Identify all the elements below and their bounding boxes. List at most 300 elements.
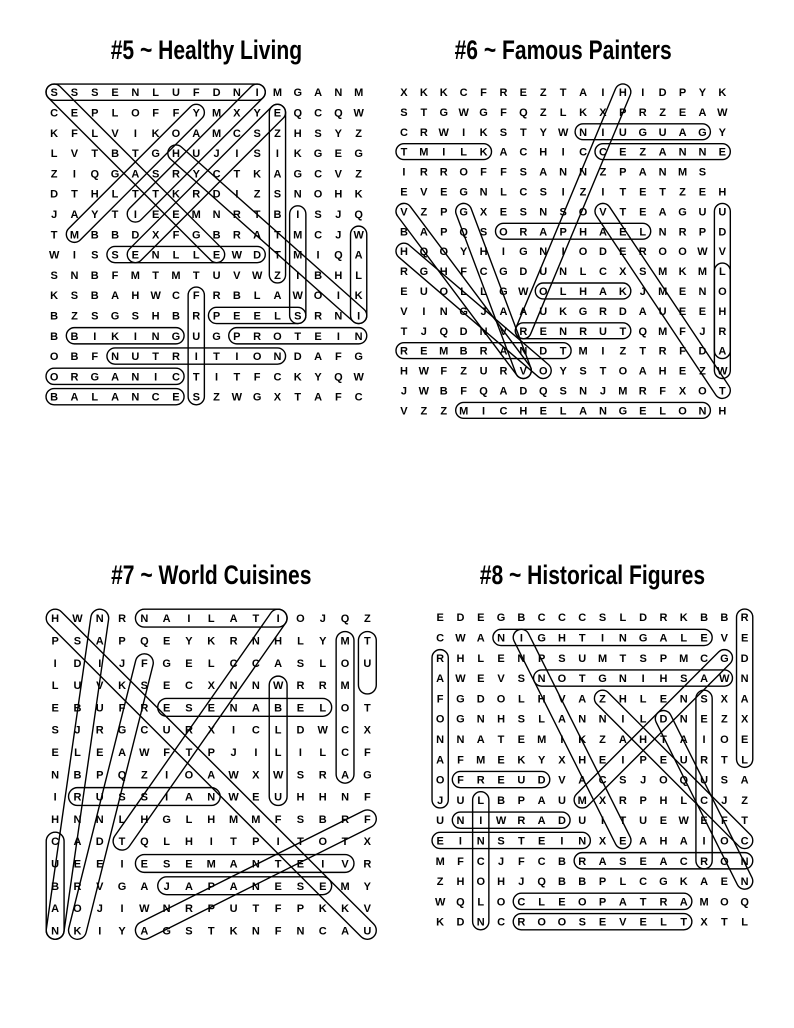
grid-letter: G: [720, 652, 729, 665]
grid-letter: A: [273, 290, 282, 303]
grid-letter: C: [479, 266, 488, 279]
grid-letter: T: [639, 345, 647, 358]
grid-letter: B: [111, 229, 120, 242]
grid-letter: C: [537, 612, 546, 625]
grid-letter: D: [539, 345, 548, 358]
grid-letter: L: [152, 87, 160, 100]
grid-letter: T: [50, 229, 58, 242]
grid-letter: H: [51, 613, 60, 626]
grid-letter: F: [480, 166, 487, 179]
grid-letter: H: [578, 754, 587, 767]
grid-letter: A: [51, 903, 60, 916]
grid-letter: G: [459, 186, 468, 199]
grid-letter: X: [700, 916, 708, 929]
grid-letter: F: [363, 791, 371, 804]
grid-letter: Y: [91, 208, 99, 221]
grid-letter: Q: [117, 769, 127, 782]
grid-letter: N: [579, 126, 588, 139]
puzzle-title: #6 ~ Famous Painters: [454, 35, 672, 65]
grid-letter: C: [314, 168, 323, 181]
grid-letter: A: [436, 673, 445, 686]
grid-letter: R: [140, 702, 149, 715]
grid-letter: N: [273, 351, 282, 364]
grid-letter: I: [561, 246, 565, 259]
grid-letter: D: [658, 86, 667, 99]
grid-letter: L: [319, 702, 327, 715]
grid-letter: T: [341, 836, 349, 849]
grid-letter: G: [638, 632, 648, 645]
grid-letter: W: [418, 385, 430, 398]
grid-letter: K: [253, 168, 262, 181]
grid-letter: E: [140, 858, 149, 871]
grid-letter: O: [171, 127, 181, 140]
grid-letter: W: [495, 815, 507, 828]
found-word-loop: [124, 101, 289, 266]
grid-letter: M: [354, 87, 364, 100]
grid-letter: I: [93, 330, 97, 343]
grid-letter: B: [90, 269, 99, 282]
grid-letter: I: [235, 351, 239, 364]
grid-letter: K: [354, 290, 363, 303]
grid-letter: O: [73, 903, 82, 916]
grid-letter: C: [51, 836, 60, 849]
grid-letter: G: [293, 168, 303, 181]
grid-letter: U: [578, 815, 587, 828]
grid-letter: A: [499, 345, 508, 358]
grid-letter: A: [678, 126, 687, 139]
grid-letter: L: [118, 813, 126, 826]
grid-letter: L: [50, 148, 58, 161]
grid-letter: R: [718, 325, 727, 338]
grid-letter: G: [212, 330, 221, 343]
grid-letter: C: [537, 855, 546, 868]
grid-letter: H: [293, 127, 302, 140]
grid-letter: R: [517, 916, 526, 929]
grid-letter: Z: [50, 168, 58, 181]
grid-letter: P: [207, 746, 215, 759]
grid-letter: G: [456, 713, 465, 726]
letter-grid: [44, 607, 379, 942]
grid-letter: U: [517, 774, 526, 787]
grid-letter: V: [334, 168, 343, 181]
grid-letter: O: [273, 330, 282, 343]
grid-letter: S: [91, 87, 99, 100]
grid-letter: L: [207, 657, 215, 670]
grid-letter: E: [700, 632, 708, 645]
grid-letter: A: [539, 226, 548, 239]
found-word-loop: [452, 812, 570, 828]
grid-letter: D: [618, 305, 627, 318]
grid-letter: R: [253, 330, 262, 343]
grid-letter: C: [354, 391, 363, 404]
grid-letter: Q: [140, 635, 149, 648]
grid-letter: I: [133, 208, 137, 221]
grid-letter: C: [140, 724, 149, 737]
grid-letter: N: [229, 680, 238, 693]
grid-letter: H: [90, 188, 99, 201]
grid-letter: T: [619, 815, 627, 828]
grid-letter: F: [500, 106, 507, 119]
grid-letter: G: [459, 206, 468, 219]
grid-letter: Z: [71, 310, 78, 323]
grid-letter: F: [457, 855, 464, 868]
grid-letter: W: [139, 903, 150, 916]
grid-letter: C: [273, 371, 282, 384]
grid-letter: O: [720, 855, 729, 868]
grid-letter: N: [51, 925, 60, 938]
grid-letter: A: [111, 290, 120, 303]
grid-letter: L: [460, 146, 468, 159]
grid-letter: M: [699, 896, 709, 909]
grid-letter: N: [251, 635, 260, 648]
grid-letter: O: [318, 836, 328, 849]
grid-letter: S: [51, 724, 59, 737]
grid-letter: A: [658, 206, 667, 219]
grid-letter: S: [698, 166, 707, 179]
grid-letter: K: [111, 330, 120, 343]
grid-letter: E: [436, 835, 444, 848]
grid-letter: U: [658, 305, 667, 318]
grid-letter: A: [111, 391, 120, 404]
grid-letter: S: [680, 673, 688, 686]
grid-letter: S: [400, 106, 408, 119]
grid-letter: R: [638, 246, 647, 259]
grid-letter: W: [719, 673, 730, 686]
grid-letter: D: [659, 713, 668, 726]
grid-letter: S: [499, 126, 508, 139]
grid-letter: O: [131, 107, 140, 120]
grid-letter: M: [419, 146, 429, 159]
grid-letter: A: [598, 285, 607, 298]
grid-letter: L: [111, 107, 119, 120]
grid-letter: S: [579, 365, 587, 378]
grid-letter: A: [184, 791, 193, 804]
grid-letter: M: [435, 855, 445, 868]
grid-letter: K: [419, 86, 428, 99]
grid-letter: U: [479, 365, 488, 378]
grid-letter: Y: [118, 925, 126, 938]
grid-letter: G: [171, 330, 181, 343]
grid-letter: A: [192, 127, 201, 140]
grid-letter: A: [253, 229, 262, 242]
grid-letter: D: [557, 815, 566, 828]
grid-letter: G: [678, 206, 687, 219]
grid-letter: H: [718, 405, 727, 418]
grid-letter: M: [340, 680, 350, 693]
grid-letter: T: [400, 146, 408, 159]
grid-letter: D: [73, 657, 82, 670]
grid-letter: E: [698, 305, 707, 318]
word-search-svg: [44, 607, 379, 942]
grid-letter: W: [353, 229, 364, 242]
grid-letter: X: [720, 693, 729, 706]
grid-letter: J: [599, 385, 607, 398]
grid-letter: E: [539, 325, 547, 338]
grid-letter: N: [293, 188, 302, 201]
grid-letter: L: [297, 635, 304, 648]
grid-letter: M: [658, 266, 668, 279]
grid-letter: K: [151, 127, 160, 140]
grid-letter: V: [363, 903, 372, 916]
grid-letter: T: [192, 269, 200, 282]
grid-letter: A: [476, 632, 485, 645]
grid-letter: Z: [679, 186, 686, 199]
grid-letter: S: [50, 269, 58, 282]
grid-letter: L: [559, 405, 567, 418]
grid-letter: V: [70, 148, 79, 161]
grid-letter: R: [479, 345, 488, 358]
grid-letter: I: [120, 903, 124, 916]
grid-letter: G: [363, 769, 372, 782]
grid-letter: F: [118, 702, 126, 715]
grid-letter: A: [229, 613, 238, 626]
grid-letter: C: [459, 86, 468, 99]
grid-letter: I: [276, 613, 280, 626]
grid-letter: U: [679, 754, 688, 767]
grid-letter: T: [252, 903, 260, 916]
grid-letter: H: [399, 246, 408, 259]
grid-letter: H: [439, 266, 448, 279]
grid-letter: N: [334, 87, 343, 100]
grid-letter: K: [479, 146, 488, 159]
grid-letter: S: [162, 858, 171, 871]
grid-letter: V: [420, 186, 428, 199]
grid-letter: A: [341, 925, 350, 938]
grid-letter: F: [500, 166, 507, 179]
grid-letter: C: [579, 146, 588, 159]
word-search-svg: [44, 82, 369, 407]
grid-letter: I: [519, 632, 523, 645]
grid-letter: O: [435, 774, 445, 787]
grid-letter: K: [318, 903, 327, 916]
grid-letter: T: [519, 126, 527, 139]
grid-letter: W: [231, 391, 243, 404]
grid-letter: E: [400, 186, 408, 199]
grid-letter: T: [274, 249, 281, 262]
grid-letter: B: [459, 345, 468, 358]
grid-letter: Q: [419, 246, 429, 259]
grid-letter: R: [678, 226, 687, 239]
grid-letter: A: [314, 351, 323, 364]
grid-letter: S: [497, 835, 505, 848]
grid-letter: N: [476, 916, 485, 929]
grid-letter: T: [91, 148, 99, 161]
grid-letter: Q: [519, 106, 528, 119]
grid-letter: V: [400, 206, 408, 219]
grid-letter: T: [252, 613, 260, 626]
grid-letter: E: [678, 106, 687, 119]
grid-letter: H: [579, 226, 588, 239]
grid-letter: V: [96, 880, 104, 893]
grid-letter: M: [679, 652, 689, 665]
grid-letter: I: [621, 754, 625, 767]
grid-letter: K: [436, 916, 445, 929]
grid-letter: A: [659, 855, 668, 868]
grid-letter: W: [139, 746, 150, 759]
grid-letter: Z: [355, 127, 363, 140]
grid-letter: O: [557, 673, 567, 686]
grid-letter: R: [519, 325, 528, 338]
grid-letter: I: [255, 87, 259, 100]
grid-letter: Q: [293, 107, 303, 120]
grid-letter: U: [162, 724, 171, 737]
grid-letter: X: [363, 724, 372, 737]
grid-letter: V: [558, 693, 566, 706]
grid-letter: R: [700, 855, 709, 868]
grid-letter: H: [334, 269, 343, 282]
grid-letter: N: [131, 371, 140, 384]
grid-letter: P: [537, 652, 546, 665]
grid-letter: D: [212, 188, 221, 201]
grid-letter: S: [50, 87, 58, 100]
grid-letter: N: [456, 815, 465, 828]
grid-letter: R: [618, 794, 627, 807]
grid-letter: G: [162, 925, 171, 938]
grid-letter: O: [698, 385, 707, 398]
grid-letter: O: [720, 733, 729, 746]
grid-letter: I: [482, 405, 486, 418]
grid-letter: A: [618, 896, 627, 909]
grid-letter: A: [499, 385, 508, 398]
grid-letter: H: [519, 405, 528, 418]
grid-letter: G: [117, 880, 127, 893]
grid-letter: J: [721, 794, 728, 807]
grid-letter: A: [499, 146, 508, 159]
grid-letter: N: [517, 652, 526, 665]
grid-letter: N: [579, 166, 588, 179]
grid-letter: A: [140, 925, 149, 938]
grid-letter: B: [517, 612, 526, 625]
found-word-loop: [432, 832, 590, 848]
grid-letter: V: [497, 673, 505, 686]
grid-letter: P: [207, 903, 215, 916]
grid-letter: I: [254, 746, 258, 759]
grid-letter: T: [619, 186, 627, 199]
grid-letter: L: [680, 794, 688, 807]
grid-letter: I: [72, 249, 76, 262]
grid-letter: R: [95, 724, 104, 737]
grid-letter: Q: [479, 385, 488, 398]
grid-letter: J: [640, 774, 647, 787]
grid-letter: C: [171, 371, 180, 384]
grid-letter: E: [497, 774, 505, 787]
grid-letter: K: [559, 305, 568, 318]
grid-letter: N: [207, 791, 216, 804]
grid-letter: J: [518, 876, 525, 889]
grid-letter: M: [459, 405, 469, 418]
grid-letter: A: [618, 733, 627, 746]
grid-letter: R: [579, 325, 588, 338]
grid-letter: Z: [539, 106, 547, 119]
grid-letter: N: [436, 733, 445, 746]
grid-letter: G: [191, 229, 201, 242]
grid-letter: N: [598, 405, 607, 418]
grid-letter: X: [207, 724, 215, 737]
grid-letter: A: [274, 657, 283, 670]
grid-letter: E: [517, 733, 526, 746]
grid-letter: L: [274, 724, 282, 737]
grid-letter: H: [399, 365, 408, 378]
grid-letter: G: [252, 391, 262, 404]
grid-letter: E: [334, 148, 343, 161]
grid-letter: K: [517, 754, 526, 767]
grid-letter: X: [678, 385, 687, 398]
grid-letter: E: [619, 835, 627, 848]
grid-letter: A: [700, 876, 709, 889]
grid-letter: S: [91, 249, 99, 262]
grid-letter: I: [601, 345, 605, 358]
grid-letter: N: [678, 146, 687, 159]
grid-letter: O: [499, 226, 508, 239]
grid-letter: M: [577, 794, 587, 807]
grid-letter: K: [618, 285, 627, 298]
grid-letter: A: [131, 168, 140, 181]
grid-letter: N: [658, 166, 667, 179]
grid-letter: S: [118, 791, 126, 804]
grid-letter: D: [537, 774, 546, 787]
grid-letter: A: [162, 613, 171, 626]
grid-letter: E: [619, 246, 627, 259]
grid-letter: R: [232, 229, 241, 242]
grid-letter: C: [679, 855, 688, 868]
grid-letter: K: [354, 188, 363, 201]
grid-letter: M: [171, 269, 181, 282]
grid-letter: A: [638, 305, 647, 318]
grid-letter: A: [314, 391, 323, 404]
grid-letter: T: [680, 916, 688, 929]
grid-letter: T: [213, 351, 220, 364]
found-word-loop: [132, 807, 379, 942]
grid-letter: R: [519, 226, 528, 239]
grid-letter: S: [700, 693, 708, 706]
grid-letter: N: [740, 876, 749, 889]
grid-letter: U: [557, 794, 566, 807]
grid-letter: E: [73, 858, 82, 871]
grid-letter: L: [207, 613, 215, 626]
grid-letter: J: [96, 903, 103, 916]
grid-letter: N: [251, 680, 260, 693]
grid-letter: V: [619, 916, 627, 929]
grid-letter: E: [172, 391, 180, 404]
grid-letter: R: [700, 754, 709, 767]
grid-letter: E: [296, 858, 305, 871]
grid-letter: M: [578, 345, 588, 358]
grid-letter: M: [293, 229, 303, 242]
grid-letter: R: [318, 680, 327, 693]
grid-letter: I: [458, 835, 462, 848]
grid-letter: I: [336, 290, 340, 303]
grid-letter: Q: [740, 896, 749, 909]
grid-letter: I: [601, 815, 605, 828]
grid-letter: S: [296, 880, 305, 893]
grid-letter: C: [557, 612, 566, 625]
grid-letter: T: [578, 673, 586, 686]
grid-letter: Y: [363, 880, 372, 893]
grid-letter: G: [496, 612, 506, 625]
grid-letter: N: [212, 208, 221, 221]
grid-letter: I: [232, 724, 236, 737]
grid-letter: I: [560, 835, 564, 848]
grid-letter: T: [152, 351, 160, 364]
grid-letter: D: [253, 249, 262, 262]
grid-letter: J: [163, 880, 170, 893]
grid-letter: E: [162, 680, 171, 693]
grid-letter: W: [717, 365, 728, 378]
grid-letter: L: [579, 266, 587, 279]
grid-letter: L: [91, 127, 99, 140]
grid-letter: S: [253, 127, 261, 140]
grid-letter: F: [172, 107, 180, 120]
